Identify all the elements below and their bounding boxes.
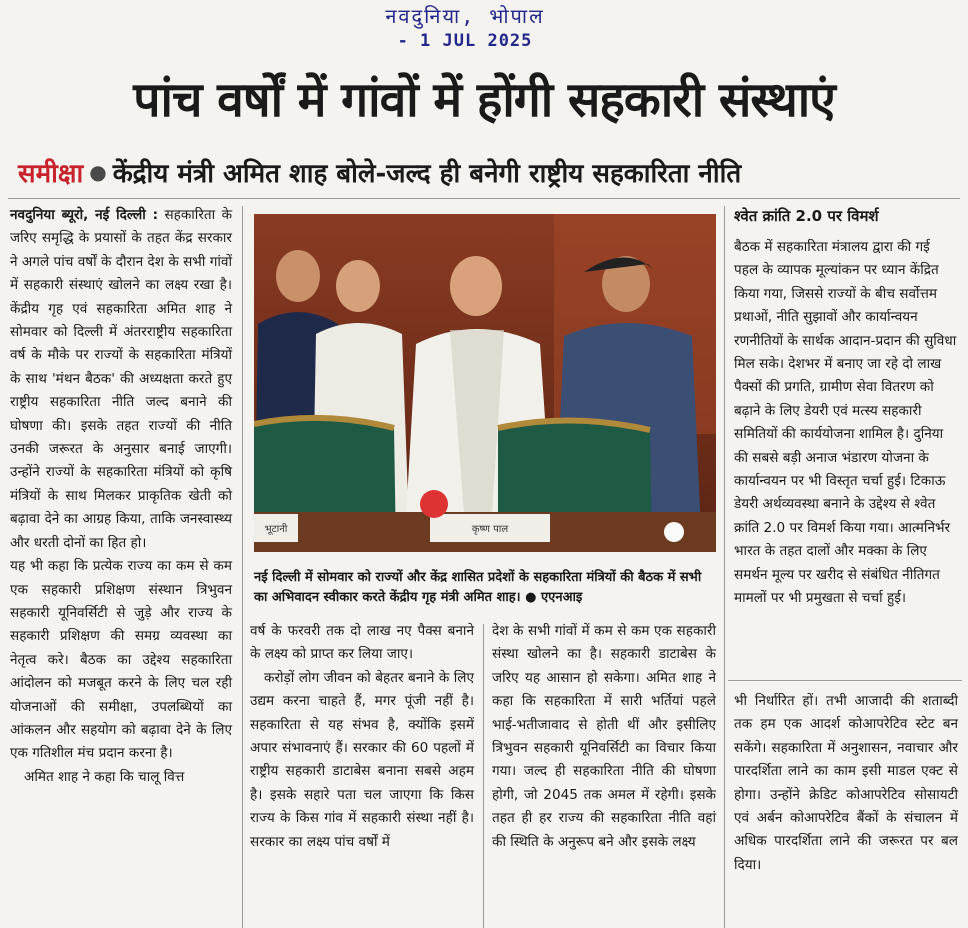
article-paragraph: वर्ष के फरवरी तक दो लाख नए पैक्स बनाने के लक्ष्य को प्राप्त कर लिया जाए। (250, 623, 474, 663)
stamp-date: - 1 JUL 2025 (397, 31, 533, 51)
nameplate-right: कृष्ण पाल (471, 524, 509, 535)
column-divider (483, 624, 484, 928)
article-paragraph: अमित शाह ने कहा कि चालू वित्त (24, 768, 185, 785)
news-photo (254, 214, 716, 552)
dateline: नवदुनिया ब्यूरो, नई दिल्ली : (10, 207, 159, 223)
box-body (734, 236, 958, 611)
nameplate-left: भूटानी (264, 524, 288, 535)
article-paragraph: भी निर्धारित हों। तभी आजादी की शताब्दी तक हम एक आदर्श कोआपरेटिव स्टेट बन सकेंगे। सहकारिता में अनुशासन, नवाचार और पारदर्शिता लाने का काम इसी माडल एक्ट से होगा। उन्होंने क्रेडिट कोआपरेटिव सोसायटी एवं अर्बन कोआपरेटिव बैंकों के संचालन में अधिक पारदर्शिता लाने की जरूरत पर बल दिया। (734, 693, 958, 873)
article-paragraph: सहकारिता के जरिए समृद्धि के प्रयासों के तहत केंद्र सरकार ने अगले पांच वर्षों के दौरान देश के सभी गांवों में सहकारी संस्थाएं खोलने का लक्ष्य रखा है। केंद्रीय गृह एवं सहकारिता अमित शाह ने सोमवार को दिल्ली में अंतरराष्ट्रीय सहकारिता वर्ष के मौके पर राज्यों के सहकारिता मंत्रियों के साथ 'मंथन बैठक' की अध्यक्षता करते हुए राष्ट्रीय सहकारिता नीति जल्द बनाने की घोषणा की। इसके तहत राज्यों की नीति उनकी जरूरत के अनुसार बनाई जाएगी। उन्होंने राज्यों के सहकारिता मंत्रियों को कृषि मंत्रियों के साथ मिलकर प्राकृतिक खेती को बढ़ावा देने का आग्रह किया, ताकि जनस्वास्थ्य और धरती दोनों का हित हो। (10, 207, 233, 551)
photo-credit: ● एएनआइ (525, 590, 583, 605)
publication-stamp (300, 2, 630, 51)
article-paragraph: देश के सभी गांवों में कम से कम एक सहकारी संस्था खोलने का है। सहकारी डाटाबेस के जरिए यह आसान हो सकेगा। अमित शाह ने कहा कि सहकारिता में सारी भर्तियां पहले भाई-भतीजावाद से होती थीं और इसीलिए त्रिभुवन सहकारी यूनिवर्सिटी का विचार किया गया। जल्द ही सहकारिता नीति की घोषणा होगी, जो 2045 तक अमल में रहेगी। इसके तहत ही हर राज्य की सहकारिता नीति वहां की स्थिति के अनुरूप बने और इसके लक्ष्य (492, 623, 716, 850)
article-paragraph: यह भी कहा कि प्रत्येक राज्य का कम से कम एक सहकारी प्रशिक्षण संस्थान त्रिभुवन सहकारी यूनिवर्सिटी से जुड़े और राज्य के सहकारी प्रशिक्षण की समग्र व्यवस्था का नेतृत्व करे। बैठक का उद्देश्य सहकारिता आंदोलन को मजबूत करने के लिए चल रही योजनाओं की समीक्षा, उपलब्धियों का आंकलन और सहयोग को बढ़ावा देने के लिए एक गतिशील मंच प्रदान करना है। (10, 558, 232, 762)
article-column-1 (10, 204, 232, 789)
article-column-3 (492, 620, 716, 854)
box-paragraph: बैठक में सहकारिता मंत्रालय द्वारा की गई पहल के व्यापक मूल्यांकन पर ध्यान केंद्रित किया गया, जिससे राज्यों के बीच सर्वोत्तम प्रथाओं, नीति सुझावों और कार्यान्वयन रणनीतियों के सार्थक आदान-प्रदान की सुविधा मिल सके। देशभर में बनाए जा रहे दो लाख पैक्सों की प्रगति, ग्रामीण सेवा वितरण को बढ़ाने के लिए डेयरी एवं मत्स्य सहकारी समितियों की कार्ययोजना शामिल है। दुनिया की सबसे बड़ी अनाज भंडारण योजना के कार्यान्वयन पर भी विस्तृत चर्चा हुई। टिकाऊ डेयरी अर्थव्यवस्था बनाने के उद्देश्य से श्वेत क्रांति 2.0 पर विमर्श किया गया। आत्मनिर्भर भारत के तहत दालों और मक्का के लिए समर्थन मूल्य पर खरीद से संबंधित नीतिगत मामलों पर भी प्रमुखता से चर्चा हुई। (734, 239, 957, 607)
article-paragraph: करोड़ों लोग जीवन को बेहतर बनाने के लिए उद्यम करना चाहते हैं, मगर पूंजी नहीं है। सहकारिता से यह संभव है, क्योंकि इसमें अपार संभावनाएं हैं। सरकार की 60 पहलों में राष्ट्रीय सहकारी डाटाबेस बनाना सबसे अहम है। इसके सहारे पता चल जाएगा कि किस राज्य के किस गांव में सहकारी संस्था नहीं है। सरकार का लक्ष्य पांच वर्षों में (250, 669, 474, 850)
box-divider (728, 680, 962, 681)
subhead-kicker: समीक्षा (18, 159, 84, 189)
column-divider (724, 206, 725, 928)
stamp-publication: नवदुनिया, भोपाल (385, 4, 545, 28)
photo-caption (254, 568, 716, 608)
column-divider (242, 206, 243, 928)
box-title: श्वेत क्रांति 2.0 पर विमर्श (734, 207, 879, 225)
headline-rule (8, 198, 960, 199)
headline: पांच वर्षों में गांवों में होंगी सहकारी संस्थाएं (133, 72, 835, 128)
subhead-text: केंद्रीय मंत्री अमित शाह बोले-जल्द ही बनेगी राष्ट्रीय सहकारिता नीति (112, 159, 742, 189)
caption-text: नई दिल्ली में सोमवार को राज्यों और केंद्र शासित प्रदेशों के सहकारिता मंत्रियों की बैठक में सभी का अभिवादन स्वीकार करते केंद्रीय गृह मंत्री अमित शाह। (254, 570, 702, 605)
bullet-icon: ● (89, 160, 107, 184)
subheadline (18, 152, 958, 194)
article-column-2 (250, 620, 474, 854)
article-column-4 (734, 690, 958, 877)
